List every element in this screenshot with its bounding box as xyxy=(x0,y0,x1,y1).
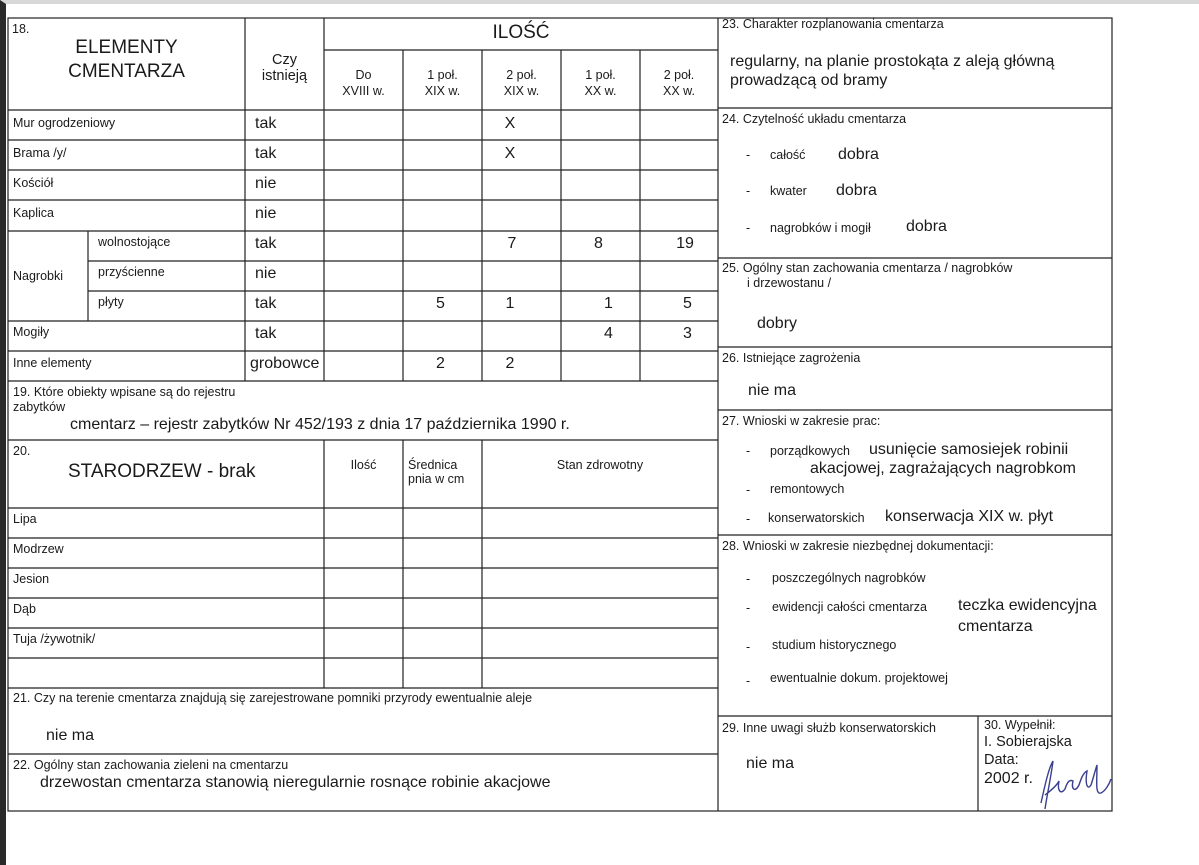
work-conservation-value: konserwacja XIX w. płyt xyxy=(885,508,1054,525)
element-value-mogily-p4: 4 xyxy=(604,325,613,342)
element-value-plyty-p5: 5 xyxy=(683,295,692,312)
element-label-wolnostojace: wolnostojące xyxy=(98,235,171,249)
section-29-question: 29. Inne uwagi służb konserwatorskich xyxy=(722,721,937,735)
element-label-mogily: Mogiły xyxy=(13,325,50,339)
exists-header-line1: Czy xyxy=(272,52,297,68)
section-23-answer-line1: regularny, na planie prostokąta z aleją główną xyxy=(730,53,1055,70)
element-label-kaplica: Kaplica xyxy=(13,206,54,220)
dash: - xyxy=(746,601,751,615)
section-19-question-line1: 19. Które obiekty wpisane są do rejestru xyxy=(13,385,236,399)
dash: - xyxy=(746,184,751,198)
tree-label-jesion: Jesion xyxy=(13,572,50,586)
section-30-question: 30. Wypełnił: xyxy=(984,718,1056,732)
dash: - xyxy=(746,640,751,654)
section-28-question: 28. Wnioski w zakresie niezbędnej dokumentacji: xyxy=(722,539,994,553)
section-18-number: 18. xyxy=(12,22,30,36)
element-label-mur: Mur ogrodzeniowy xyxy=(13,116,116,130)
tree-label-lipa: Lipa xyxy=(13,512,37,526)
dash: - xyxy=(746,221,751,235)
element-exists-mogily: tak xyxy=(255,325,277,342)
tree-label-modrzew: Modrzew xyxy=(13,542,64,556)
layout-graves-label: nagrobków i mogił xyxy=(770,221,871,235)
tree-label-tuja: Tuja /żywotnik/ xyxy=(13,632,96,646)
date-label: Data: xyxy=(984,752,1019,768)
section-22-answer: drzewostan cmentarza stanowią nieregularnie rosnące robinie akacjowe xyxy=(40,774,551,791)
section-25-question-line2: i drzewostanu / xyxy=(747,276,832,290)
section-25-answer: dobry xyxy=(757,315,798,332)
period-header-3-line1: 2 poł. xyxy=(506,68,537,82)
date-value: 2002 r. xyxy=(984,770,1033,787)
signature-image xyxy=(1035,755,1115,815)
element-value-inne-p3: 2 xyxy=(505,355,515,372)
section-26-answer: nie ma xyxy=(748,382,797,399)
dash: - xyxy=(746,483,751,497)
period-header-3-line2: XIX w. xyxy=(503,84,540,98)
section-25-question-line1: 25. Ogólny stan zachowania cmentarza / nagrobków xyxy=(722,261,1013,275)
tree-label-dab: Dąb xyxy=(13,602,36,616)
quantity-header: ILOŚĆ xyxy=(492,22,550,43)
layout-quarters-label: kwater xyxy=(770,184,807,198)
section-29-answer: nie ma xyxy=(746,755,795,772)
section-26-question: 26. Istniejące zagrożenia xyxy=(722,351,861,365)
element-label-przyscienne: przyścienne xyxy=(98,265,165,279)
dash: - xyxy=(746,572,751,586)
element-exists-przyscienne: nie xyxy=(255,265,277,282)
layout-quarters-value: dobra xyxy=(836,182,877,199)
section-27-question: 27. Wnioski w zakresie prac: xyxy=(722,414,881,428)
elements-title-line1: ELEMENTY xyxy=(75,37,178,58)
element-value-plyty-p3: 1 xyxy=(505,295,515,312)
section-20-number: 20. xyxy=(13,444,31,458)
docs-records-value-line1: teczka ewidencyjna xyxy=(958,597,1097,614)
section-23-answer-line2: prowadzącą od bramy xyxy=(730,72,888,89)
work-conservation-label: konserwatorskich xyxy=(768,511,865,525)
period-header-5-line2: XX w. xyxy=(663,84,695,98)
element-exists-inne: grobowce xyxy=(250,355,320,372)
period-header-1-line2: XVIII w. xyxy=(342,84,385,98)
element-value-plyty-p4: 1 xyxy=(604,295,613,312)
element-value-mur-p3: X xyxy=(504,115,516,132)
element-value-wolnostojace-p5: 19 xyxy=(676,235,694,252)
period-header-4-line1: 1 poł. xyxy=(585,68,616,82)
dash: - xyxy=(746,512,751,526)
period-header-2-line2: XIX w. xyxy=(424,84,461,98)
element-exists-wolnostojace: tak xyxy=(255,235,277,252)
docs-history-label: studium historycznego xyxy=(772,638,897,652)
elements-title-line2: CMENTARZA xyxy=(68,61,185,82)
work-cleanup-label: porządkowych xyxy=(770,444,850,458)
tombstones-group-label: Nagrobki xyxy=(13,269,64,283)
element-exists-brama: tak xyxy=(255,145,277,162)
exists-header-line2: istnieją xyxy=(261,68,308,84)
docs-records-label: ewidencji całości cmentarza xyxy=(772,600,927,614)
trunk-diameter-header: Średnica pnia w cm xyxy=(408,458,465,487)
docs-design-label: ewentualnie dokum. projektowej xyxy=(770,671,948,685)
section-21-question: 21. Czy na terenie cmentarza znajdują się zarejestrowane pomniki przyrody ewentualnie aleje xyxy=(13,691,533,705)
section-19-question-line2: zabytków xyxy=(13,400,66,414)
layout-whole-value: dobra xyxy=(838,146,879,163)
period-header-5-line1: 2 poł. xyxy=(663,68,695,82)
period-header-4-line2: XX w. xyxy=(584,84,617,98)
element-label-brama: Brama /y/ xyxy=(13,146,67,160)
work-cleanup-value-line1: usunięcie samosiejek robinii xyxy=(869,441,1069,458)
work-cleanup-value-line2: akacjowej, zagrażających nagrobkom xyxy=(810,460,1076,477)
element-exists-kosciol: nie xyxy=(255,175,277,192)
element-value-wolnostojace-p3: 7 xyxy=(507,235,517,252)
element-label-plyty: płyty xyxy=(98,295,124,309)
section-22-question: 22. Ogólny stan zachowania zieleni na cmentarzu xyxy=(13,758,289,772)
dash: - xyxy=(746,674,751,688)
section-24-question: 24. Czytelność układu cmentarza xyxy=(722,112,907,126)
element-value-wolnostojace-p4: 8 xyxy=(594,235,603,252)
dash: - xyxy=(746,148,751,162)
section-19-answer: cmentarz – rejestr zabytków Nr 452/193 z dnia 17 października 1990 r. xyxy=(70,416,570,433)
element-label-inne: Inne elementy xyxy=(13,356,92,370)
element-exists-mur: tak xyxy=(255,115,277,132)
section-21-answer: nie ma xyxy=(46,727,95,744)
docs-records-value-line2: cmentarza xyxy=(958,618,1033,635)
element-value-plyty-p2: 5 xyxy=(436,295,445,312)
trees-quantity-header: Ilość xyxy=(350,458,377,472)
section-23-question: 23. Charakter rozplanowania cmentarza xyxy=(722,17,944,31)
filled-by-name: I. Sobierajska xyxy=(984,734,1072,750)
element-value-brama-p3: X xyxy=(504,145,516,162)
layout-graves-value: dobra xyxy=(906,218,947,235)
period-header-2-line1: 1 poł. xyxy=(427,68,458,82)
element-value-inne-p2: 2 xyxy=(436,355,445,372)
element-label-kosciol: Kościół xyxy=(13,176,54,190)
docs-tombstones-label: poszczególnych nagrobków xyxy=(772,571,926,585)
health-status-header: Stan zdrowotny xyxy=(556,458,644,472)
layout-whole-label: całość xyxy=(770,148,806,162)
period-header-1-line1: Do xyxy=(355,68,372,82)
old-trees-title: STARODRZEW - brak xyxy=(68,461,256,482)
element-exists-kaplica: nie xyxy=(255,205,277,222)
element-value-mogily-p5: 3 xyxy=(683,325,692,342)
work-repair-label: remontowych xyxy=(770,482,845,496)
dash: - xyxy=(746,444,751,458)
element-exists-plyty: tak xyxy=(255,295,277,312)
